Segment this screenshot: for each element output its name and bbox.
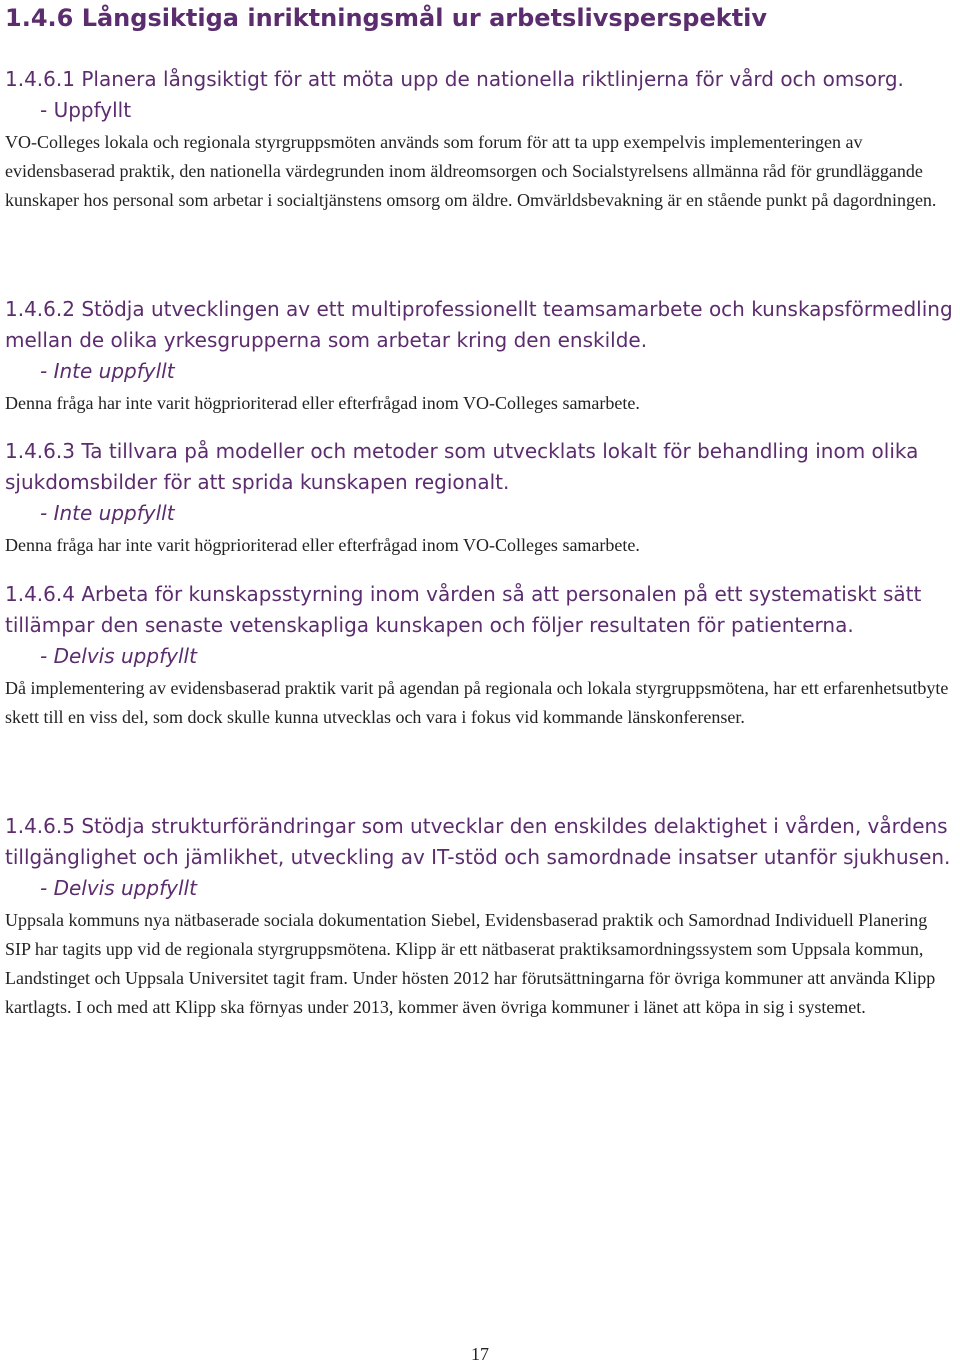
- section-1-4-6-2: [5, 294, 955, 418]
- section-1-4-6-4: [5, 579, 955, 732]
- status-label: - Inte uppfyllt: [40, 501, 175, 525]
- main-heading: 1.4.6 Långsiktiga inriktningsmål ur arbetslivsperspektiv: [5, 4, 768, 32]
- section-heading: 1.4.6.4 Arbeta för kunskapsstyrning inom vården så att personalen på ett systematiskt sätt tillämpar den senaste vetenskapliga kunskapen och följer resultaten för patienterna.: [5, 582, 922, 637]
- status-label: - Uppfyllt: [40, 98, 132, 122]
- section-heading: 1.4.6.1 Planera långsiktigt för att möta upp de nationella riktlinjerna för vård och omsorg.: [5, 67, 904, 91]
- status-label: - Delvis uppfyllt: [40, 876, 197, 900]
- section-1-4-6-1: [5, 64, 955, 215]
- section-body: Då implementering av evidensbaserad praktik varit på agendan på regionala och lokala styrgruppsmötena, har ett erfarenhetsutbyte skett till en viss del, som dock skulle kunna utvecklas och vara i fokus vid kommande länskonferenser.: [5, 678, 949, 727]
- section-body: Denna fråga har inte varit högprioriterad eller efterfrågad inom VO-Colleges samarbete.: [5, 393, 640, 413]
- page-number: 17: [471, 1344, 489, 1364]
- section-1-4-6-3: [5, 436, 955, 560]
- status-label: - Inte uppfyllt: [40, 359, 175, 383]
- section-heading: 1.4.6.2 Stödja utvecklingen av ett multiprofessionellt teamsamarbete och kunskapsförmedling mellan de olika yrkesgrupperna som arbetar kring den enskilde.: [5, 297, 953, 352]
- status-label: - Delvis uppfyllt: [40, 644, 197, 668]
- section-heading: 1.4.6.3 Ta tillvara på modeller och metoder som utvecklats lokalt för behandling inom olika sjukdomsbilder för att sprida kunskapen regionalt.: [5, 439, 919, 494]
- section-body: Denna fråga har inte varit högprioriterad eller efterfrågad inom VO-Colleges samarbete.: [5, 535, 640, 555]
- section-body: VO-Colleges lokala och regionala styrgruppsmöten används som forum för att ta upp exempelvis implementeringen av evidensbaserad praktik, den nationella värdegrunden inom äldreomsorgen och Socialstyrelsens allmänna råd för grundläggande kunskaper hos personal som arbetar i socialtjänstens omsorg om äldre. Omvärldsbevakning är en stående punkt på dagordningen.: [5, 132, 937, 210]
- section-body: Uppsala kommuns nya nätbaserade sociala dokumentation Siebel, Evidensbaserad praktik och Samordnad Individuell Planering SIP har tagits upp vid de regionala styrgruppsmötena. Klipp är ett nätbaserat praktiksamordningssystem som Uppsala kommun, Landstinget och Uppsala Universitet tagit fram. Under hösten 2012 har förutsättningarna för övriga kommuner att använda Klipp kartlagts. I och med att Klipp ska förnyas under 2013, kommer även övriga kommuner i länet att köpa in sig i systemet.: [5, 910, 936, 1017]
- section-1-4-6-5: [5, 811, 955, 1022]
- section-heading: 1.4.6.5 Stödja strukturförändringar som utvecklar den enskildes delaktighet i vården, vårdens tillgänglighet och jämlikhet, utveckling av IT-stöd och samordnade insatser utanför sjukhusen.: [5, 814, 951, 869]
